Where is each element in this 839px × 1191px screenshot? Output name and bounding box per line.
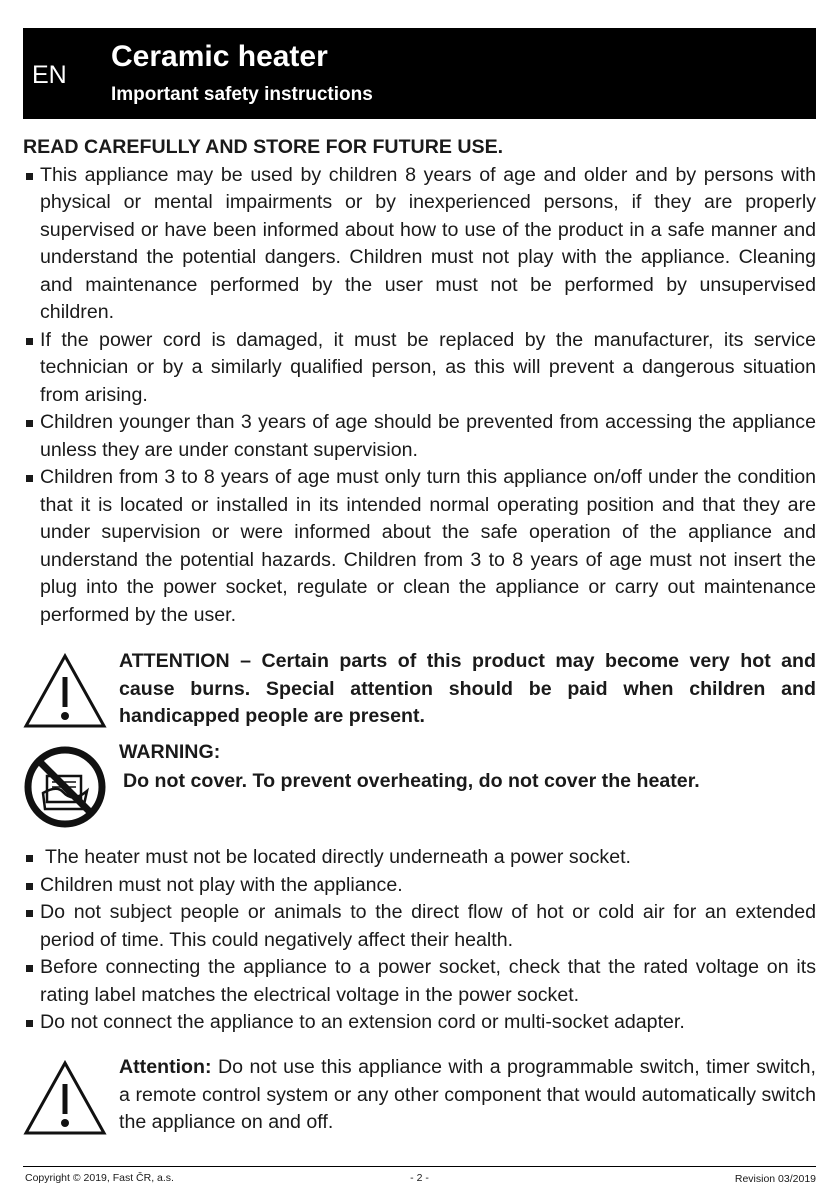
list-item: Before connecting the appliance to a power socket, check that the rated voltage on its rating label matches the electrical voltage in the power socket. xyxy=(23,954,816,1009)
attention-body: Do not use this appliance with a programmable switch, timer switch, a remote control system or any other component that would automatically switch the appliance on and off. xyxy=(119,1056,817,1133)
copyright: Copyright © 2019, Fast ČR, a.s. xyxy=(25,1172,174,1184)
warning-text xyxy=(119,739,816,795)
attention-text-hot: ATTENTION – Certain parts of this product may become very hot and cause burns. Special attention should be paid when children and handicapped people are present. xyxy=(119,650,816,727)
warning-triangle-icon xyxy=(23,653,107,729)
list-item: This appliance may be used by children 8 years of age and older and by persons with physical or mental impairments or by inexperienced persons, if they are properly supervised or have been informed about how to use of the product in a safe manner and understand the potential dangers. Children must not play with the appliance. Cleaning and maintenance performed by the user must not be performed by unsupervised children. xyxy=(23,162,816,327)
page-number: - 2 - xyxy=(410,1172,429,1184)
warning-triangle-icon xyxy=(23,1060,107,1136)
list-item: Do not subject people or animals to the direct flow of hot or cold air for an extended period of time. This could negatively affect their health. xyxy=(23,899,816,954)
safety-list-2 xyxy=(23,844,816,1037)
intro-heading: READ CAREFULLY AND STORE FOR FUTURE USE. xyxy=(23,136,504,158)
document-title: Ceramic heater xyxy=(111,40,328,73)
list-item: Do not connect the appliance to an extension cord or multi-socket adapter. xyxy=(23,1009,816,1037)
list-item: The heater must not be located directly underneath a power socket. xyxy=(23,844,816,872)
page-footer xyxy=(23,1166,816,1185)
warning-label: WARNING: xyxy=(119,741,221,763)
attention-notice-switch xyxy=(23,1054,816,1137)
attention-notice-hot xyxy=(23,648,816,731)
page-header xyxy=(23,28,816,119)
safety-section-2 xyxy=(23,844,816,1037)
list-item: Children from 3 to 8 years of age must only turn this appliance on/off under the condition that it is located or installed in its intended normal operating position and that they are under supervision or were informed about the safe operation of the appliance and understand the potential hazards. Children from 3 to 8 years of age must not insert the plug into the power socket, regulate or clean the appliance or carry out maintenance performed by the user. xyxy=(23,464,816,629)
document-subtitle: Important safety instructions xyxy=(111,84,373,105)
warning-notice-cover xyxy=(23,739,816,795)
warning-body: Do not cover. To prevent overheating, do not cover the heater. xyxy=(123,769,700,792)
revision: Revision 03/2019 xyxy=(734,1173,816,1185)
safety-list-1 xyxy=(23,162,816,630)
language-code: EN xyxy=(32,61,67,89)
attention-text-switch xyxy=(119,1054,816,1137)
list-item: Children must not play with the appliance. xyxy=(23,872,816,900)
do-not-cover-icon xyxy=(23,745,107,829)
list-item: If the power cord is damaged, it must be replaced by the manufacturer, its service technician or by a similarly qualified person, as this will prevent a dangerous situation from arising. xyxy=(23,327,816,410)
safety-section xyxy=(23,134,816,629)
attention-label: Attention: xyxy=(119,1056,212,1078)
list-item: Children younger than 3 years of age should be prevented from accessing the appliance unless they are under constant supervision. xyxy=(23,409,816,464)
